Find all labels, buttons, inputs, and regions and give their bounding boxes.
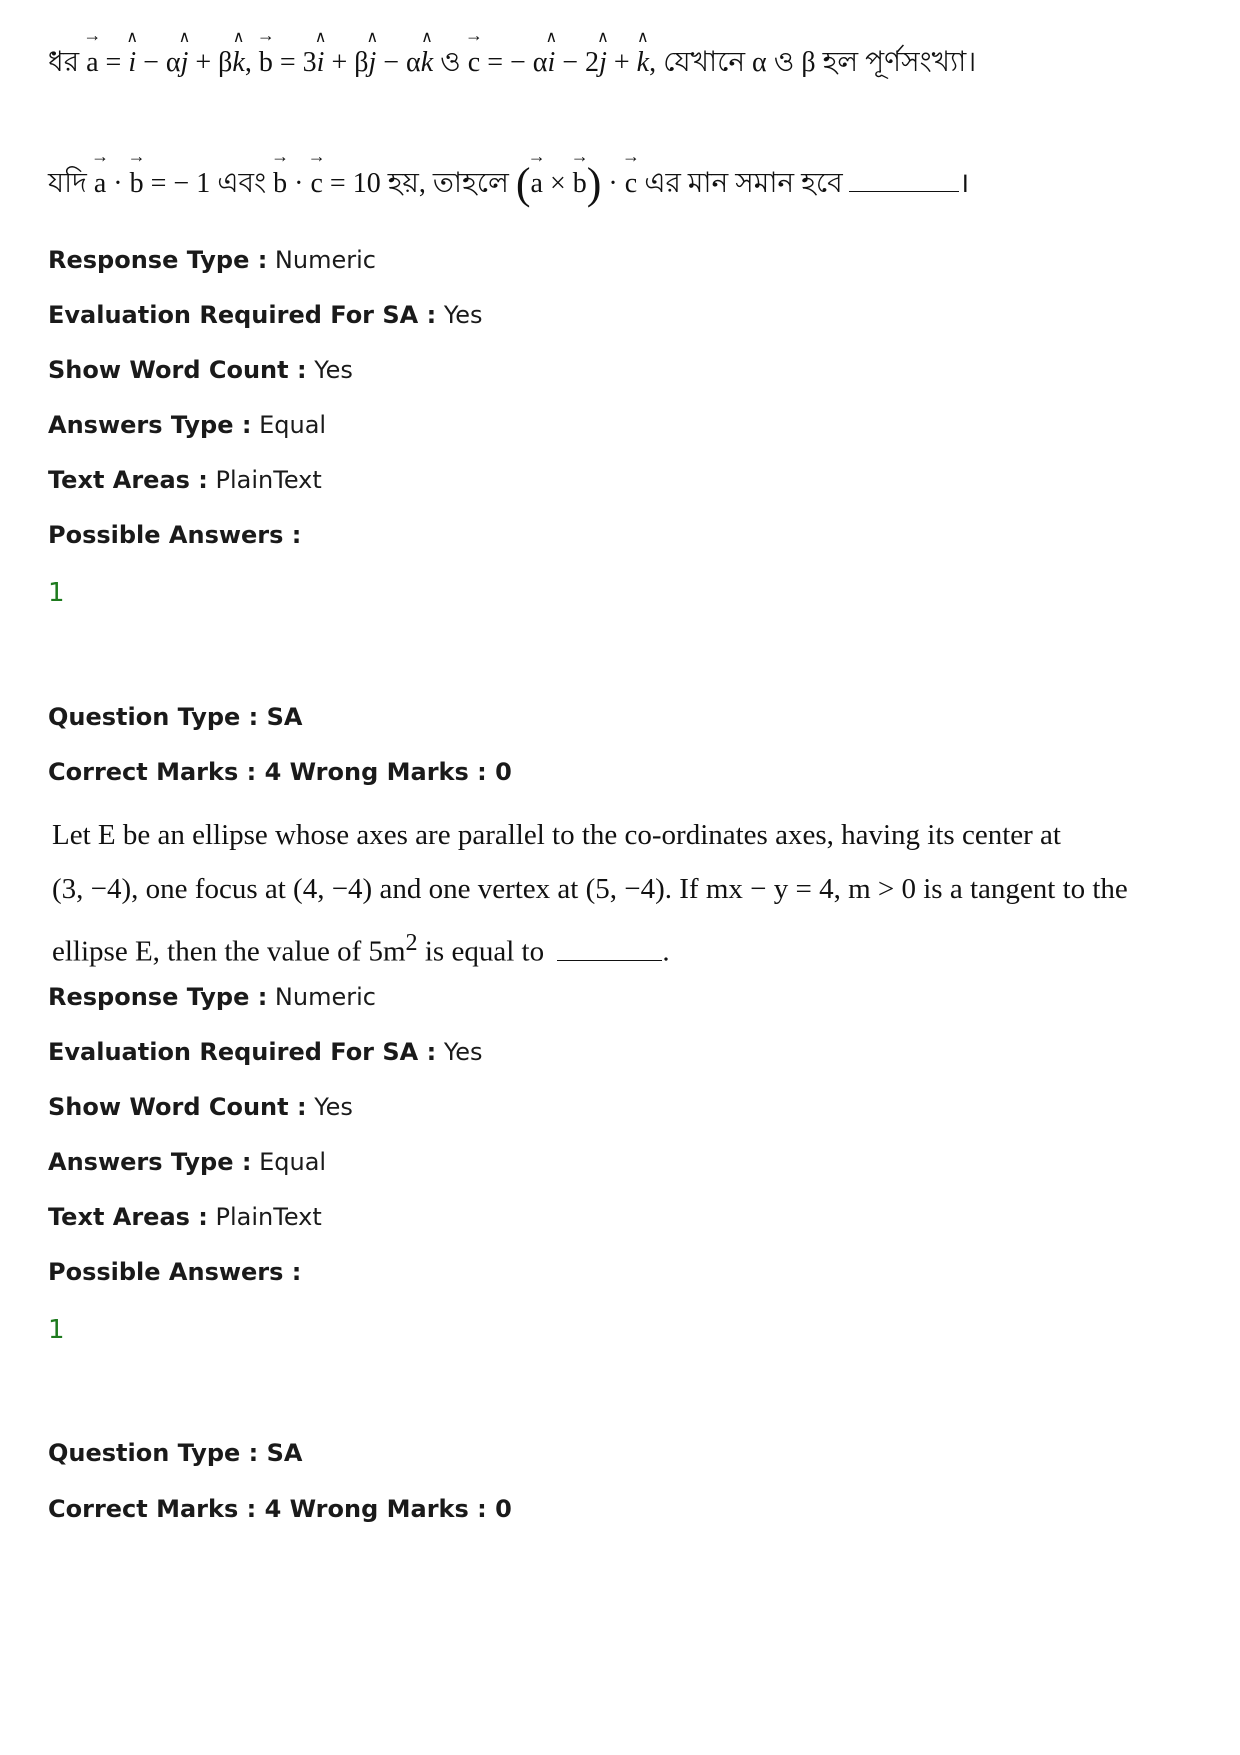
- meta-key: Possible Answers :: [48, 1258, 302, 1286]
- dot-operator: ·: [106, 168, 130, 199]
- q1-statement-line2: [48, 158, 969, 209]
- unit-i: ∧ i: [128, 47, 136, 79]
- vector-b: → b: [573, 168, 587, 200]
- meta-key: Response Type :: [48, 983, 268, 1011]
- meta-key: Correct Marks : 4 Wrong Marks : 0: [48, 1495, 512, 1523]
- unit-k: ∧ k: [637, 47, 649, 79]
- q1-answer-value: 1: [48, 578, 65, 608]
- q1-l1-sep1: ,: [244, 47, 259, 78]
- meta-value: Numeric: [267, 983, 376, 1011]
- q1-l1-m3: + β: [324, 47, 369, 78]
- meta-value: PlainText: [207, 1203, 322, 1231]
- q2-text-areas: [48, 1202, 322, 1232]
- q1-l1-m6: +: [606, 47, 637, 78]
- vector-c: → c: [468, 47, 480, 79]
- q1-l1-eq1: =: [98, 47, 129, 78]
- meta-value: Yes: [436, 1038, 483, 1066]
- q2-marks: [48, 757, 512, 787]
- vector-a: → a: [86, 47, 98, 79]
- unit-j: ∧ j: [368, 47, 376, 79]
- q1-possible-answers: [48, 520, 301, 550]
- meta-key: Answers Type :: [48, 1148, 252, 1176]
- q1-text-areas: [48, 465, 322, 495]
- q2-response-type: [48, 982, 376, 1012]
- q1-evaluation-required: [48, 300, 483, 330]
- q1-l2-end: ।: [958, 168, 970, 199]
- q2-l3b: is equal to: [417, 935, 552, 968]
- q1-l1-conj: ও: [433, 47, 468, 78]
- q2-statement: [52, 808, 1128, 979]
- dot-operator: ·: [287, 168, 311, 199]
- q3-marks: [48, 1494, 512, 1524]
- q1-l1-m2: + β: [188, 47, 233, 78]
- meta-value: Yes: [436, 301, 483, 329]
- meta-key: Show Word Count :: [48, 1093, 307, 1121]
- q1-l1-eq2: = 3: [272, 47, 317, 78]
- q2-l3-sup: 2: [405, 929, 418, 956]
- meta-key: Possible Answers :: [48, 521, 302, 549]
- meta-value: Equal: [251, 411, 327, 439]
- unit-i: ∧ i: [317, 47, 325, 79]
- q1-statement-line1: [48, 40, 976, 87]
- q2-answers-type: [48, 1147, 326, 1177]
- q2-show-word-count: [48, 1092, 353, 1122]
- right-paren: ): [586, 159, 602, 208]
- q1-l1-eq3: = − α: [480, 47, 548, 78]
- q2-line2: (3, −4), one focus at (4, −4) and one vertex at (5, −4). If mx − y = 4, m > 0 is a tangent to the: [52, 873, 1128, 905]
- left-paren: (: [515, 159, 531, 208]
- answer-blank: [849, 191, 959, 192]
- meta-key: Text Areas :: [48, 1203, 208, 1231]
- q2-evaluation-required: [48, 1037, 483, 1067]
- unit-i: ∧ i: [547, 47, 555, 79]
- q2-l3-end: .: [662, 935, 670, 968]
- meta-key: Evaluation Required For SA :: [48, 1038, 437, 1066]
- unit-k: ∧ k: [421, 47, 433, 79]
- q1-l1-tail: , যেখানে α ও β হল পূর্ণসংখ্যা।: [649, 47, 977, 78]
- unit-j: ∧ j: [599, 47, 607, 79]
- meta-value: PlainText: [207, 466, 322, 494]
- meta-key: Correct Marks : 4 Wrong Marks : 0: [48, 758, 512, 786]
- q1-l2-tail: এর মান সমান হবে: [637, 168, 843, 199]
- q1-show-word-count: [48, 355, 353, 385]
- q2-l3a: ellipse E, then the value of 5m: [52, 935, 406, 968]
- meta-key: Response Type :: [48, 246, 268, 274]
- meta-value: Yes: [306, 1093, 353, 1121]
- q1-l1-m4: − α: [376, 47, 421, 78]
- meta-key: Question Type : SA: [48, 1439, 303, 1467]
- q1-l1-lead: ধর: [48, 47, 80, 78]
- q1-l2-val1: = − 1 এবং: [143, 168, 274, 199]
- q2-possible-answers: [48, 1257, 301, 1287]
- meta-key: Evaluation Required For SA :: [48, 301, 437, 329]
- q1-answers-type: [48, 410, 326, 440]
- cross-operator: ×: [542, 168, 573, 199]
- meta-key: Text Areas :: [48, 466, 208, 494]
- vector-c: → c: [310, 168, 322, 200]
- q2-question-type: [48, 702, 302, 732]
- q1-l2-lead: যদি: [48, 168, 94, 199]
- unit-k: ∧ k: [232, 47, 244, 79]
- answer-blank: [557, 960, 662, 961]
- q1-l1-m1: − α: [136, 47, 181, 78]
- dot-operator: ·: [601, 168, 625, 199]
- meta-key: Show Word Count :: [48, 356, 307, 384]
- meta-value: Numeric: [267, 246, 376, 274]
- meta-value: Yes: [306, 356, 353, 384]
- q1-l2-val2: = 10 হয়, তাহলে: [322, 168, 516, 199]
- unit-j: ∧ j: [181, 47, 189, 79]
- meta-key: Question Type : SA: [48, 703, 303, 731]
- q1-l1-m5: − 2: [555, 47, 600, 78]
- vector-b: → b: [130, 168, 144, 200]
- vector-b: → b: [273, 168, 287, 200]
- q1-response-type: [48, 245, 376, 275]
- q2-answer-value: 1: [48, 1315, 65, 1345]
- q2-line1: Let E be an ellipse whose axes are parallel to the co-ordinates axes, having its center at: [52, 819, 1061, 851]
- vector-a: → a: [94, 168, 106, 200]
- meta-value: Equal: [251, 1148, 327, 1176]
- vector-a: → a: [531, 168, 543, 200]
- vector-c: → c: [625, 168, 637, 200]
- q3-question-type: [48, 1438, 302, 1468]
- q2-line3: [52, 916, 952, 979]
- vector-b: → b: [259, 47, 273, 79]
- meta-key: Answers Type :: [48, 411, 252, 439]
